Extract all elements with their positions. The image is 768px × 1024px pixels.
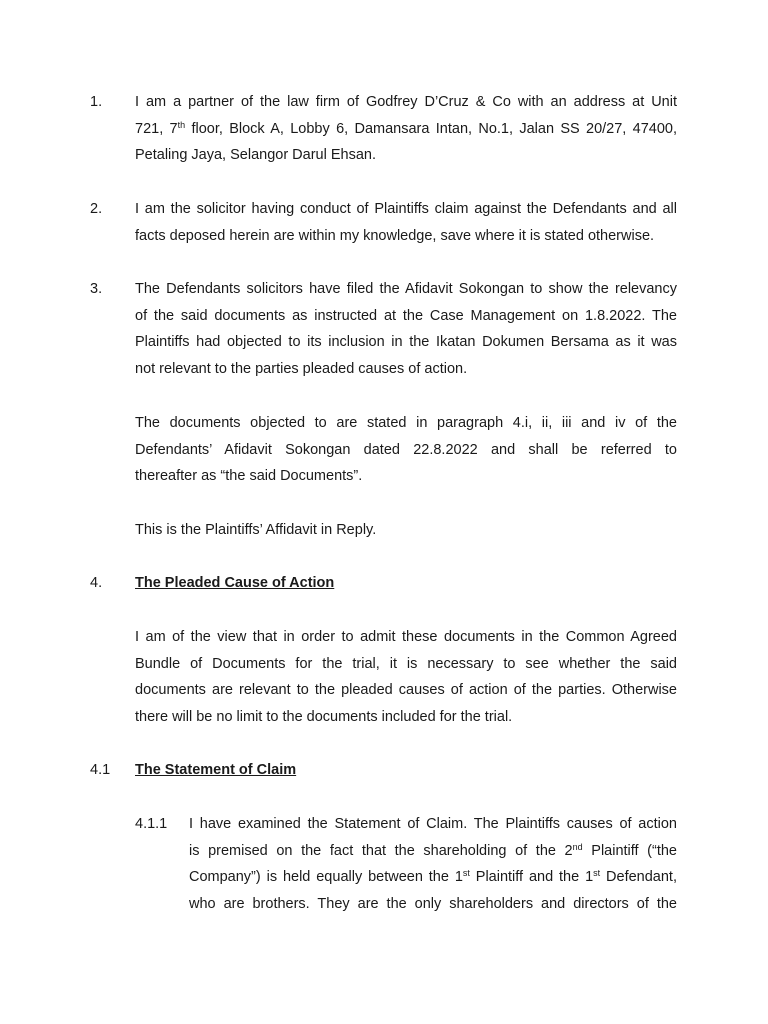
text-line: documents are relevant to the pleaded causes of action of the parties. Otherwise: [135, 682, 677, 699]
text-line: is premised on the fact that the shareholding of the 2nd Plaintiff (“the: [189, 841, 677, 859]
text-line: facts deposed herein are within my knowledge, save where it is stated otherwise.: [135, 227, 655, 244]
text-line: Defendants’ Afidavit Sokongan dated 22.8.2022 and shall be referred to: [135, 441, 677, 458]
subparagraph-4-1-1: [189, 811, 677, 917]
text-line: Plaintiffs had objected to its inclusion in the Ikatan Dokumen Bersama as it was: [135, 334, 677, 351]
text-line: Company”) is held equally between the 1st Plaintiff and the 1st Defendant,: [189, 868, 677, 886]
text-line: I am the solicitor having conduct of Plaintiffs claim against the Defendants and all: [135, 201, 677, 217]
section-heading-pleaded-cause: [135, 570, 677, 597]
text-line: The documents objected to are stated in paragraph 4.i, ii, iii and iv of the: [135, 415, 677, 431]
text-line: I am a partner of the law firm of Godfrey D’Cruz & Co with an address at Unit: [135, 94, 677, 110]
paragraph-3-closing: [135, 517, 677, 544]
heading-text: The Pleaded Cause of Action: [135, 575, 335, 591]
paragraph-number: 3.: [90, 281, 103, 297]
paragraph-number: 4.: [90, 575, 103, 591]
paragraph-number: 4.1: [90, 762, 111, 778]
paragraph-number: 1.: [90, 94, 103, 110]
paragraph-number: 2.: [90, 201, 103, 217]
text-line: The Defendants solicitors have filed the Afidavit Sokongan to show the relevancy: [135, 281, 677, 297]
text-line: I am of the view that in order to admit these documents in the Common Agreed: [135, 629, 677, 645]
paragraph-3-continued: [135, 410, 677, 490]
paragraph-2: [135, 196, 677, 249]
text-line: of the said documents as instructed at the Case Management on 1.8.2022. The: [135, 307, 677, 324]
text-line: thereafter as “the said Documents”.: [135, 468, 363, 485]
heading-text: The Statement of Claim: [135, 762, 297, 778]
text-line: 721, 7th floor, Block A, Lobby 6, Damansara Intan, No.1, Jalan SS 20/27, 47400,: [135, 119, 677, 137]
text-line: I have examined the Statement of Claim. The Plaintiffs causes of action: [189, 816, 677, 832]
text-line: Petaling Jaya, Selangor Darul Ehsan.: [135, 147, 377, 164]
text-line: Bundle of Documents for the trial, it is necessary to see whether the said: [135, 655, 677, 672]
text-line: who are brothers. They are the only shareholders and directors of the: [189, 895, 677, 912]
text-line: not relevant to the parties pleaded causes of action.: [135, 360, 468, 377]
section-heading-statement-of-claim: [135, 757, 677, 784]
paragraph-1: [135, 89, 677, 169]
paragraph-4-body: [135, 624, 677, 730]
text-line: there will be no limit to the documents included for the trial.: [135, 708, 513, 725]
subparagraph-number: 4.1.1: [135, 816, 168, 832]
paragraph-3: [135, 276, 677, 382]
text-line: This is the Plaintiffs’ Affidavit in Reply.: [135, 522, 377, 538]
